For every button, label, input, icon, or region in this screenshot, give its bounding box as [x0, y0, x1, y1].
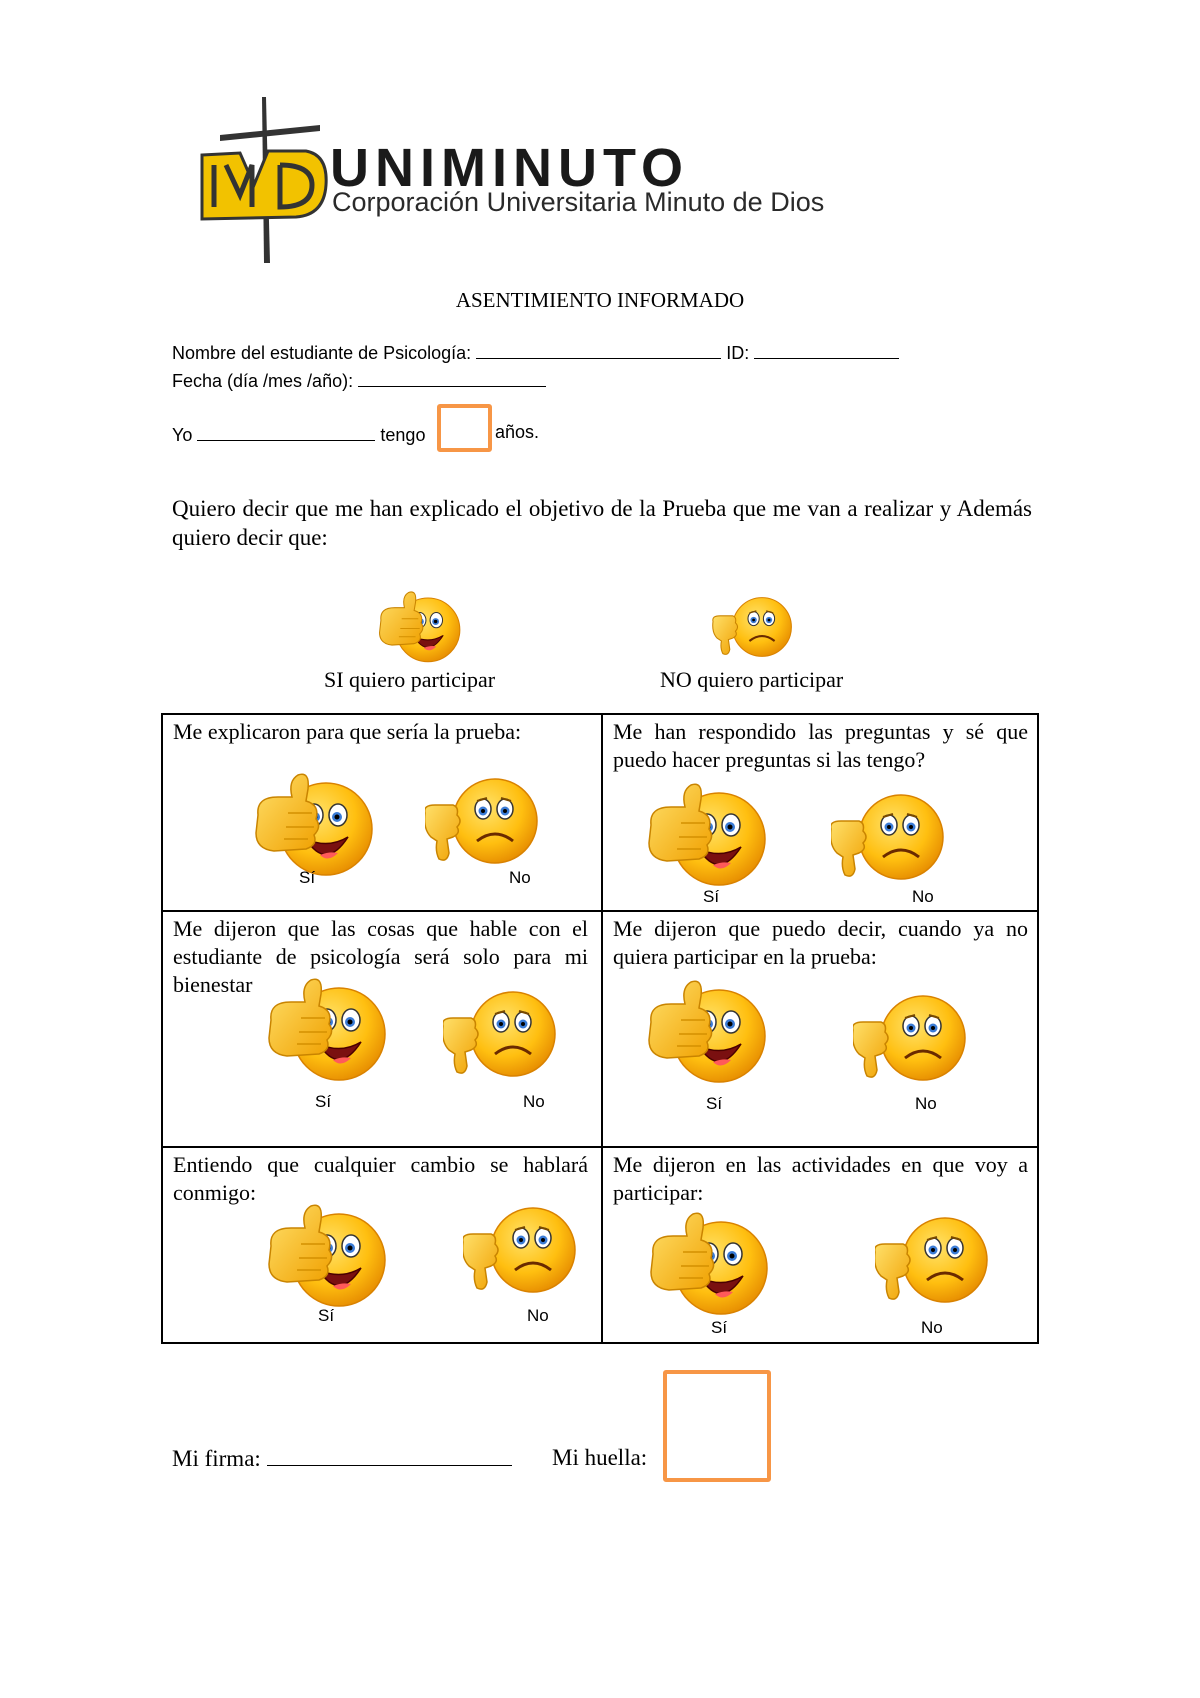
yes-option[interactable]: Sí	[318, 1306, 335, 1325]
yes-option[interactable]: Sí	[299, 868, 316, 887]
table-cell	[163, 715, 601, 910]
age-row	[172, 422, 425, 446]
table-cell	[163, 1148, 601, 1342]
no-option[interactable]: No	[921, 1318, 943, 1337]
thumbs-up-happy-icon[interactable]	[248, 767, 378, 877]
signature-field[interactable]	[267, 1445, 512, 1466]
thumbs-down-sad-icon[interactable]	[875, 1210, 995, 1310]
thumbs-up-happy-icon[interactable]	[641, 777, 771, 887]
student-name-row	[172, 340, 899, 364]
tengo-label: tengo	[380, 425, 426, 445]
question-text: Me explicaron para que sería la prueba:	[173, 719, 522, 744]
firma-label: Mi firma:	[172, 1446, 261, 1471]
thumbs-down-sad-icon[interactable]	[425, 771, 545, 871]
thumbs-down-sad-icon[interactable]	[710, 592, 800, 662]
fingerprint-box[interactable]	[663, 1370, 771, 1482]
id-field[interactable]	[754, 340, 899, 359]
student-name-label: Nombre del estudiante de Psicología:	[172, 343, 472, 363]
no-option[interactable]: No	[523, 1092, 545, 1111]
thumbs-down-sad-icon[interactable]	[463, 1200, 583, 1300]
thumbs-down-sad-icon[interactable]	[443, 984, 563, 1084]
yo-label: Yo	[172, 425, 193, 445]
table-cell	[603, 912, 1037, 1146]
no-option[interactable]: No	[509, 868, 531, 887]
thumbs-up-happy-icon[interactable]	[643, 1206, 773, 1316]
id-label: ID:	[726, 343, 750, 363]
no-option[interactable]: No	[912, 887, 934, 906]
no-participate-label[interactable]: NO quiero participar	[660, 667, 844, 692]
yes-option[interactable]: Sí	[703, 887, 720, 906]
thumbs-up-happy-icon[interactable]	[261, 1198, 391, 1308]
name-field[interactable]	[197, 422, 375, 441]
yes-participate-label[interactable]: SI quiero participar	[324, 667, 496, 692]
thumbs-up-happy-icon[interactable]	[641, 974, 771, 1084]
yes-option[interactable]: Sí	[315, 1092, 332, 1111]
logo-wordmark: UNIMINUTO	[330, 138, 689, 198]
anos-label: años.	[495, 422, 540, 442]
yes-option[interactable]: Sí	[711, 1318, 728, 1337]
huella-label: Mi huella:	[552, 1445, 648, 1470]
no-option[interactable]: No	[527, 1306, 549, 1325]
no-option[interactable]: No	[915, 1094, 937, 1113]
intro-paragraph: Quiero decir que me han explicado el objetivo de la Prueba que me van a realizar y Además quiero decir que:	[172, 496, 1032, 550]
yes-option[interactable]: Sí	[706, 1094, 723, 1113]
consent-table	[161, 713, 1039, 1344]
logo-subtitle: Corporación Universitaria Minuto de Dios	[332, 187, 825, 217]
date-field[interactable]	[358, 368, 546, 387]
university-logo	[200, 95, 900, 265]
student-name-field[interactable]	[476, 340, 721, 359]
age-box[interactable]	[437, 404, 492, 452]
signature-row	[172, 1445, 512, 1472]
table-cell	[603, 715, 1037, 910]
question-text: Me dijeron en las actividades en que voy a participar:	[613, 1152, 1028, 1205]
date-label: Fecha (día /mes /año):	[172, 371, 354, 391]
question-text: Entiendo que cualquier cambio se hablará conmigo:	[173, 1152, 588, 1205]
thumbs-down-sad-icon[interactable]	[831, 787, 951, 887]
md-cross-monogram	[200, 95, 330, 265]
question-text: Me dijeron que las cosas que hable con el estudiante de psicología será solo para mi bienestar	[173, 916, 588, 997]
table-cell	[163, 912, 601, 1146]
question-text: Me dijeron que puedo decir, cuando ya no quiera participar en la prueba:	[613, 916, 1028, 969]
table-cell	[603, 1148, 1037, 1342]
question-text: Me han respondido las preguntas y sé que puedo hacer preguntas si las tengo?	[613, 719, 1028, 772]
date-row	[172, 368, 546, 392]
thumbs-up-happy-icon[interactable]	[261, 972, 391, 1082]
document-title: ASENTIMIENTO INFORMADO	[455, 288, 745, 312]
thumbs-up-happy-icon[interactable]	[374, 585, 464, 665]
thumbs-down-sad-icon[interactable]	[853, 988, 973, 1088]
